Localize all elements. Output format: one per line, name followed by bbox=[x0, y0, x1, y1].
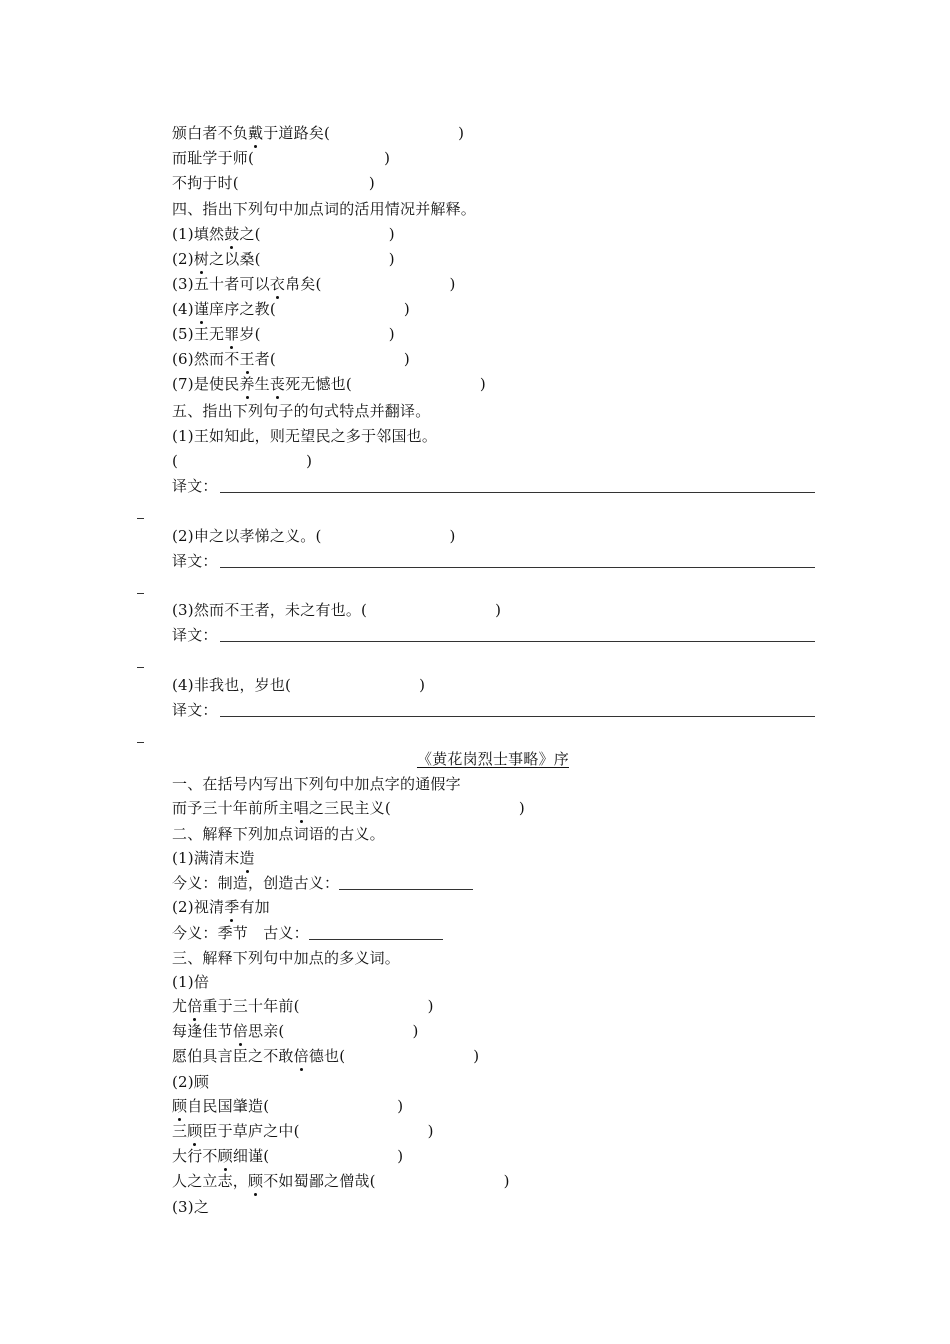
text-fragment: ) bbox=[388, 225, 395, 243]
text-fragment: (4) bbox=[172, 300, 194, 318]
sec4-item-5 bbox=[172, 323, 395, 345]
p2-sec2-item-1 bbox=[172, 847, 255, 869]
p2-group-1-label: (1)倍 bbox=[172, 973, 210, 991]
dotted-char: 倍 bbox=[232, 1022, 249, 1040]
text-fragment: 生 bbox=[254, 375, 270, 393]
text-fragment: ) bbox=[403, 300, 410, 318]
dotted-char: 鼓 bbox=[224, 225, 240, 243]
section-title bbox=[0, 748, 950, 770]
p2-g2-item-4 bbox=[172, 1170, 510, 1192]
dotted-char: 顾 bbox=[217, 1147, 233, 1165]
text-fragment: 不如蜀鄙之僧哉( bbox=[263, 1172, 376, 1190]
p2-sec3-heading: 三、解释下列句中加点的多义词。 bbox=[172, 949, 401, 967]
text-fragment: ) bbox=[388, 325, 395, 343]
dotted-char: 王 bbox=[239, 350, 255, 368]
sec4-item-2 bbox=[172, 248, 395, 270]
text-fragment: 每逢佳节 bbox=[172, 1022, 233, 1040]
text-fragment: ) bbox=[427, 997, 434, 1015]
text-fragment: (7)是使民 bbox=[172, 375, 240, 393]
sec4-item-1 bbox=[172, 223, 395, 245]
translation-line-2[interactable] bbox=[220, 567, 815, 568]
answer-blank[interactable] bbox=[309, 925, 443, 940]
text-fragment: 而耻学于师( bbox=[172, 149, 255, 167]
text-fragment: 德也( bbox=[308, 1047, 346, 1065]
dotted-char: 养 bbox=[239, 375, 255, 393]
p2-g2-item-3 bbox=[172, 1145, 403, 1167]
sec5-heading: 五、指出下列句子的句式特点并翻译。 bbox=[172, 402, 431, 420]
text-fragment: ) bbox=[419, 676, 426, 694]
text-fragment: 《黄花岗烈士事略》序 bbox=[416, 750, 569, 768]
translation-label-2: 译文： bbox=[172, 552, 218, 570]
sec5-sentence-3 bbox=[172, 599, 501, 621]
text-fragment: 大行不 bbox=[172, 1147, 218, 1165]
dotted-char: 树 bbox=[193, 250, 210, 268]
p2-g1-item-2 bbox=[172, 1020, 419, 1042]
text-fragment: 不拘于时( bbox=[172, 174, 239, 192]
text-fragment: 尤 bbox=[172, 997, 188, 1015]
text-fragment: ) bbox=[397, 1097, 404, 1115]
margin-dash bbox=[137, 518, 144, 519]
text-fragment: 重于三十年前( bbox=[202, 997, 300, 1015]
p2-sec2-meaning-1 bbox=[172, 872, 473, 894]
p2-sec1-item bbox=[172, 797, 525, 819]
p2-group-2-label: (2)顾 bbox=[172, 1073, 210, 1091]
text-fragment: ) bbox=[479, 375, 486, 393]
text-fragment: 于道路矣( bbox=[263, 124, 331, 142]
p2-g1-item-1 bbox=[172, 995, 434, 1017]
translation-label-1: 译文： bbox=[172, 477, 218, 495]
p2-g1-item-3 bbox=[172, 1045, 479, 1067]
p2-sec2-meaning-2 bbox=[172, 922, 443, 944]
answer-blank[interactable] bbox=[339, 875, 473, 890]
sec4-item-3 bbox=[172, 273, 456, 295]
p2-group-3-label: (3)之 bbox=[172, 1198, 210, 1216]
p2-g2-item-2 bbox=[172, 1120, 434, 1142]
text-fragment: ) bbox=[503, 1172, 510, 1190]
q3-line-3 bbox=[172, 172, 375, 194]
text-fragment: ( bbox=[172, 452, 179, 470]
dotted-char: 罪 bbox=[224, 325, 240, 343]
text-fragment: 岁( bbox=[239, 325, 261, 343]
text-fragment: 庠序之教( bbox=[209, 300, 276, 318]
text-fragment: (6)然而不 bbox=[172, 350, 240, 368]
text-fragment: ) bbox=[495, 601, 502, 619]
dotted-char: 顾 bbox=[187, 1122, 203, 1140]
text-fragment: 自民国肇造( bbox=[187, 1097, 270, 1115]
margin-dash bbox=[137, 593, 144, 594]
text-fragment: ) bbox=[412, 1022, 419, 1040]
text-fragment: ) bbox=[384, 149, 391, 167]
text-fragment: 之以桑( bbox=[209, 250, 261, 268]
text-fragment: 帛矣( bbox=[285, 275, 322, 293]
text-fragment: 愿伯具言臣之不敢 bbox=[172, 1047, 294, 1065]
text-fragment: 死无憾也( bbox=[285, 375, 352, 393]
dotted-char: 倍 bbox=[187, 997, 203, 1015]
text-fragment: ) bbox=[427, 1122, 434, 1140]
dotted-char: 丧 bbox=[269, 375, 286, 393]
text-fragment: 有加 bbox=[239, 898, 270, 916]
sec5-sentence-1: (1)王如知此，则无望民之多于邻国也。 bbox=[172, 427, 438, 445]
p2-sec2-heading: 二、解释下列加点词语的古义。 bbox=[172, 825, 385, 843]
q3-line-2 bbox=[172, 147, 390, 169]
text-fragment: ) bbox=[306, 452, 313, 470]
text-fragment: 细谨( bbox=[232, 1147, 270, 1165]
sec4-item-4 bbox=[172, 298, 410, 320]
p2-g2-item-1 bbox=[172, 1095, 403, 1117]
text-fragment: (2)申之以孝悌之义。( bbox=[172, 527, 322, 545]
sec5-sentence-4 bbox=[172, 674, 425, 696]
text-fragment: ) bbox=[449, 275, 456, 293]
text-fragment: (3)五十者可以 bbox=[172, 275, 270, 293]
p2-sec2-item-2 bbox=[172, 896, 270, 918]
text-fragment: (1)填然 bbox=[172, 225, 225, 243]
dotted-char: 顾 bbox=[172, 1097, 188, 1115]
dotted-char: 造 bbox=[239, 849, 255, 867]
text-fragment: 者( bbox=[254, 350, 276, 368]
dotted-char: 季 bbox=[224, 898, 240, 916]
translation-label-3: 译文： bbox=[172, 626, 218, 644]
sec4-item-6 bbox=[172, 348, 410, 370]
text-fragment: (3)然而不王者，未之有也。( bbox=[172, 601, 368, 619]
sec5-sentence-2 bbox=[172, 525, 456, 547]
text-fragment: 人之立志， bbox=[172, 1172, 249, 1190]
dotted-char: 衣 bbox=[269, 275, 286, 293]
text-fragment: 今义：制造，创造古义： bbox=[172, 874, 340, 892]
translation-line-1[interactable] bbox=[220, 492, 815, 493]
margin-dash bbox=[137, 667, 144, 668]
sec5-answer-1 bbox=[172, 450, 312, 472]
text-fragment: ) bbox=[368, 174, 375, 192]
text-fragment: ) bbox=[458, 124, 465, 142]
text-fragment: ) bbox=[403, 350, 410, 368]
margin-dash bbox=[137, 742, 144, 743]
text-fragment: 颁白者不负 bbox=[172, 124, 249, 142]
text-fragment: 今义：季节 古义： bbox=[172, 924, 309, 942]
dotted-char: 倍 bbox=[293, 1047, 309, 1065]
text-fragment: 臣于草庐之中( bbox=[202, 1122, 300, 1140]
text-fragment: ) bbox=[449, 527, 456, 545]
text-fragment: (5)王无 bbox=[172, 325, 225, 343]
text-fragment: 三 bbox=[172, 1122, 188, 1140]
text-fragment: (4)非我也，岁也( bbox=[172, 676, 292, 694]
dotted-char: 戴 bbox=[248, 124, 264, 142]
sec4-heading: 四、指出下列句中加点词的活用情况并解释。 bbox=[172, 200, 477, 218]
text-fragment: (1)满清末 bbox=[172, 849, 240, 867]
text-fragment: 而予三十年前所主 bbox=[172, 799, 294, 817]
text-fragment: 思亲( bbox=[248, 1022, 285, 1040]
text-fragment: 之( bbox=[239, 225, 261, 243]
translation-label-4: 译文： bbox=[172, 701, 218, 719]
text-fragment: (2) bbox=[172, 250, 194, 268]
text-fragment: ) bbox=[473, 1047, 480, 1065]
q3-line-1 bbox=[172, 122, 464, 144]
translation-line-4[interactable] bbox=[220, 716, 815, 717]
text-fragment: ) bbox=[397, 1147, 404, 1165]
p2-sec1-heading: 一、在括号内写出下列句中加点字的通假字 bbox=[172, 775, 461, 793]
text-fragment: 之三民主义( bbox=[308, 799, 391, 817]
text-fragment: (2)视清 bbox=[172, 898, 225, 916]
dotted-char: 谨 bbox=[193, 300, 210, 318]
dotted-char: 顾 bbox=[248, 1172, 264, 1190]
translation-line-3[interactable] bbox=[220, 641, 815, 642]
dotted-char: 唱 bbox=[293, 799, 309, 817]
text-fragment: ) bbox=[518, 799, 525, 817]
sec4-item-7 bbox=[172, 373, 486, 395]
text-fragment: ) bbox=[388, 250, 395, 268]
